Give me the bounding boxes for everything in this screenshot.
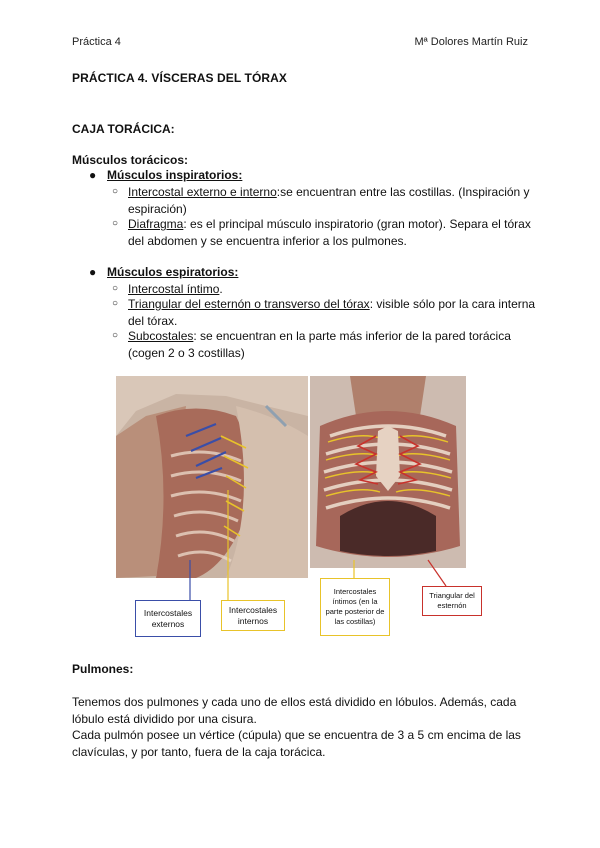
item-term: Diafragma	[128, 217, 184, 231]
item-text: .	[219, 282, 223, 296]
circle-bullet-icon: ○	[112, 298, 119, 309]
pulmones-paragraph-1: Tenemos dos pulmones y cada uno de ellos está dividido en lóbulos. Además, cada lóbulo está dividido por una cisura.	[72, 695, 517, 726]
item-text: : visible sólo por la cara interna del tórax.	[128, 297, 536, 328]
espiratorios-label: Músculos espiratorios:	[107, 265, 239, 279]
item-text: : es el principal músculo inspiratorio (gran motor). Separa el tórax del abdomen y se encuentra inferior a los pulmones.	[128, 217, 531, 248]
label-triangular-esternon: Triangular del esternón	[422, 586, 482, 616]
page-title: PRÁCTICA 4. VÍSCERAS DEL TÓRAX	[72, 71, 288, 85]
pulmones-heading: Pulmones:	[72, 662, 134, 676]
pulmones-paragraph-2: Cada pulmón posee un vértice (cúpula) que se encuentra de 3 a 5 cm encima de las clavículas, y por tanto, fuera de la caja torácica.	[72, 728, 521, 759]
circle-bullet-icon: ○	[112, 330, 119, 341]
label-intercostales-internos: Intercostales internos	[221, 600, 285, 631]
bullet-dot: ●	[89, 265, 97, 279]
item-text: :se encuentran entre las costillas. (Inspiración y espiración)	[128, 185, 530, 216]
item-text: : se encuentran en la parte más inferior de la pared torácica (cogen 2 o 3 costillas)	[128, 329, 511, 360]
header-left: Práctica 4	[72, 36, 121, 48]
item-term: Triangular del esternón o transverso del tórax	[128, 297, 370, 311]
item-term: Intercostal íntimo	[128, 282, 220, 296]
musculos-heading: Músculos torácicos:	[72, 153, 189, 167]
bullet-dot: ●	[89, 168, 97, 182]
header-right: Mª Dolores Martín Ruiz	[414, 36, 528, 48]
inspiratorios-label: Músculos inspiratorios:	[107, 168, 243, 182]
label-intercostales-externos: Intercostales externos	[135, 600, 201, 637]
label-intercostales-intimos: Intercostales íntimos (en la parte posterior de las costillas)	[320, 578, 390, 636]
circle-bullet-icon: ○	[112, 186, 119, 197]
circle-bullet-icon: ○	[112, 283, 119, 294]
circle-bullet-icon: ○	[112, 218, 119, 229]
item-term: Subcostales	[128, 329, 194, 343]
section-caja-toracica: CAJA TORÁCICA:	[72, 122, 175, 136]
item-term: Intercostal externo e interno	[128, 185, 277, 199]
